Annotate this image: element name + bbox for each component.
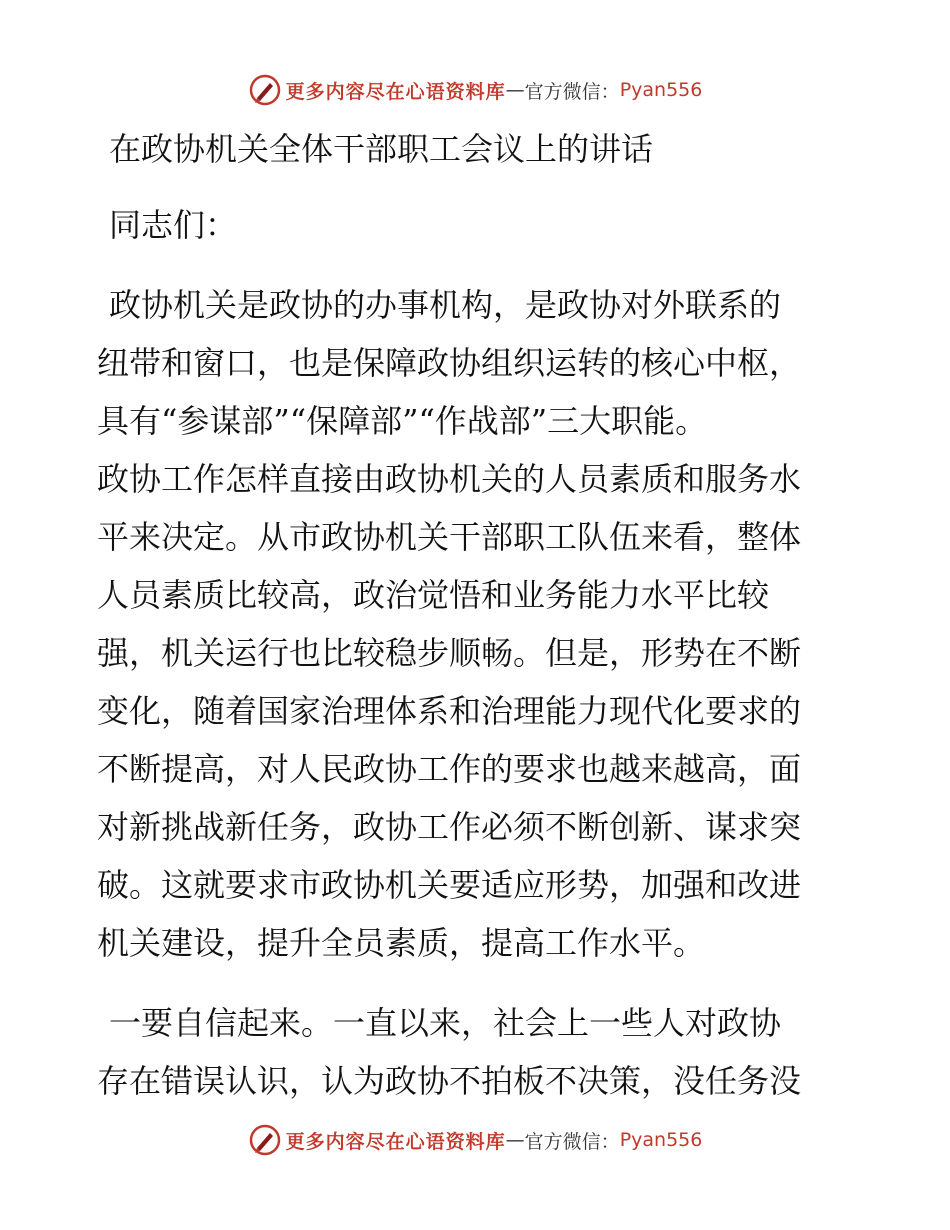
banner-official-label: 官方微信： [524, 1130, 620, 1153]
paragraph-line: 平来决定。从市政协机关干部职工队伍来看，整体 [97, 518, 802, 556]
paragraph-line: 对新挑战新任务，政协工作必须不断创新、谋求突 [97, 808, 802, 846]
document-title: 在政协机关全体干部职工会议上的讲话 [109, 130, 654, 168]
banner-account: Pyan556 [619, 1129, 703, 1151]
footer-watermark-banner [0, 1120, 950, 1160]
banner-main-text: 更多内容尽在心语资料库 [285, 1130, 506, 1153]
paragraph-line: 机关建设，提升全员素质，提高工作水平。 [97, 924, 706, 962]
header-watermark-banner [0, 70, 950, 110]
paragraph-1 [97, 276, 857, 972]
paragraph-line: 政协工作怎样直接由政协机关的人员素质和服务水 [97, 460, 802, 498]
paragraph-line: 不断提高，对人民政协工作的要求也越来越高，面 [97, 750, 802, 788]
banner-account: Pyan556 [619, 79, 703, 101]
banner-official-label: 官方微信： [524, 80, 620, 103]
paragraph-line: 纽带和窗口，也是保障政协组织运转的核心中枢， [97, 344, 802, 382]
paragraph-line: 破。这就要求市政协机关要适应形势，加强和改进 [97, 866, 802, 904]
banner-separator: — [505, 1129, 525, 1151]
paragraph-2 [97, 994, 857, 1110]
pen-logo-icon [248, 1123, 282, 1157]
salutation: 同志们： [109, 206, 238, 244]
banner-main-text: 更多内容尽在心语资料库 [285, 80, 506, 103]
document-body [97, 120, 857, 1110]
pen-logo-icon [248, 73, 282, 107]
paragraph-line: 变化，随着国家治理体系和治理能力现代化要求的 [97, 692, 802, 730]
paragraph-line: 存在错误认识，认为政协不拍板不决策，没任务没 [97, 1062, 802, 1100]
banner-separator: — [505, 79, 525, 101]
paragraph-line: 强，机关运行也比较稳步顺畅。但是，形势在不断 [97, 634, 802, 672]
paragraph-line: 人员素质比较高，政治觉悟和业务能力水平比较 [97, 576, 770, 614]
paragraph-line: 一要自信起来。一直以来，社会上一些人对政协 [109, 1004, 782, 1042]
paragraph-line: 具有“参谋部”“保障部”“作战部”三大职能。 [97, 402, 708, 440]
paragraph-line: 政协机关是政协的办事机构，是政协对外联系的 [109, 286, 782, 324]
